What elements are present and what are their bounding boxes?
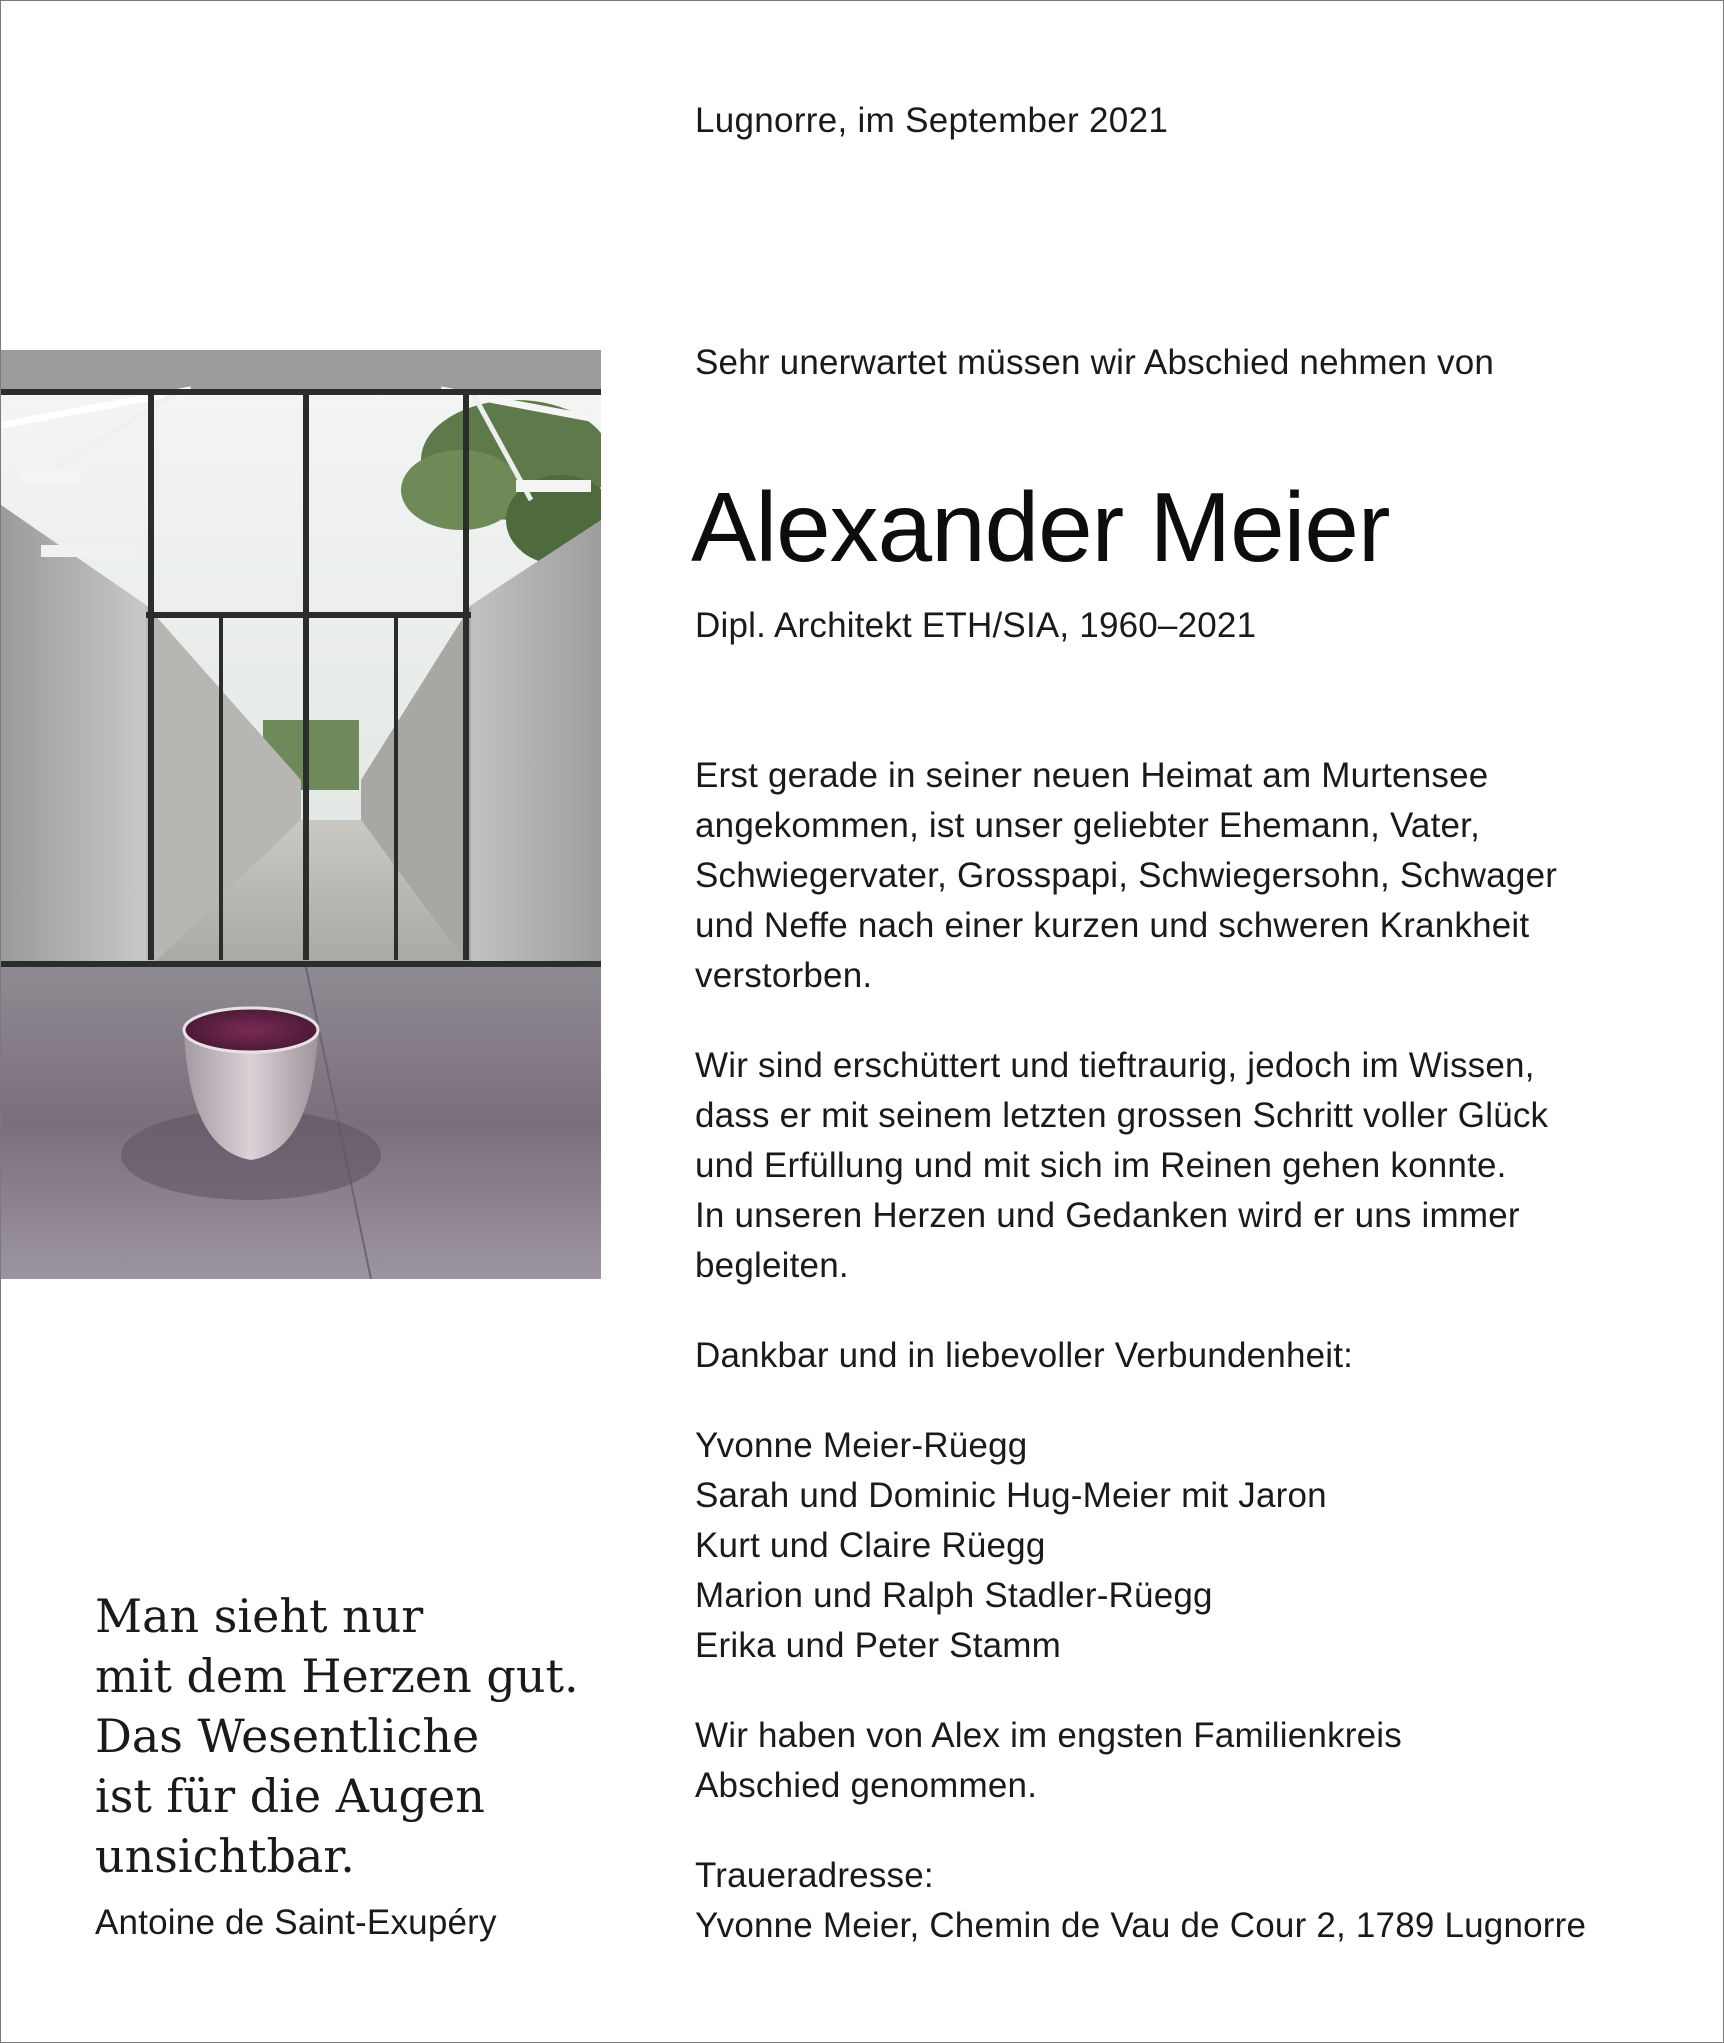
mourner-name: Marion und Ralph Stadler-Rüegg	[695, 1576, 1213, 1615]
mourner-name: Erika und Peter Stamm	[695, 1626, 1062, 1665]
quote-line: Das Wesentliche	[95, 1709, 480, 1763]
mourner-name: Yvonne Meier-Rüegg	[695, 1426, 1028, 1465]
farewell-line: Wir haben von Alex im engsten Familienkreis	[695, 1716, 1402, 1755]
paragraph-2	[695, 1041, 1548, 1291]
paragraph-2-line: begleiten.	[695, 1246, 849, 1285]
paragraph-1-line: Erst gerade in seiner neuen Heimat am Murtensee	[695, 756, 1489, 795]
profession-dates: Dipl. Architekt ETH/SIA, 1960–2021	[695, 606, 1257, 645]
mourner-name: Kurt und Claire Rüegg	[695, 1526, 1046, 1565]
quote	[95, 1586, 579, 1886]
quote-line: ist für die Augen	[95, 1769, 485, 1823]
mourning-address: Yvonne Meier, Chemin de Vau de Cour 2, 1789 Lugnorre	[695, 1906, 1587, 1945]
mourner-name: Sarah und Dominic Hug-Meier mit Jaron	[695, 1476, 1327, 1515]
paragraph-1-line: verstorben.	[695, 956, 873, 995]
quote-author: Antoine de Saint-Exupéry	[95, 1903, 497, 1942]
quote-line: unsichtbar.	[95, 1829, 355, 1883]
paragraph-2-line: In unseren Herzen und Gedanken wird er uns immer	[695, 1196, 1520, 1235]
paragraph-2-line: und Erfüllung und mit sich im Reinen gehen konnte.	[695, 1146, 1507, 1185]
memorial-photo	[1, 350, 601, 1279]
paragraph-1-line: und Neffe nach einer kurzen und schweren Krankheit	[695, 906, 1530, 945]
deceased-name: Alexander Meier	[691, 472, 1390, 582]
paragraph-2-line: dass er mit seinem letzten grossen Schritt voller Glück	[695, 1096, 1549, 1135]
mourners-list	[695, 1421, 1327, 1671]
quote-line: mit dem Herzen gut.	[95, 1649, 579, 1703]
place-date: Lugnorre, im September 2021	[695, 101, 1169, 140]
quote-line: Man sieht nur	[95, 1589, 424, 1643]
paragraph-1-line: Schwiegervater, Grosspapi, Schwiegersohn, Schwager	[695, 856, 1558, 895]
thanks-line: Dankbar und in liebevoller Verbundenheit:	[695, 1336, 1354, 1375]
intro-line: Sehr unerwartet müssen wir Abschied nehmen von	[695, 343, 1495, 382]
address-label: Traueradresse:	[695, 1856, 934, 1895]
paragraph-1-line: angekommen, ist unser geliebter Ehemann, Vater,	[695, 806, 1481, 845]
paragraph-2-line: Wir sind erschüttert und tieftraurig, jedoch im Wissen,	[695, 1046, 1535, 1085]
farewell-line: Abschied genommen.	[695, 1766, 1038, 1805]
farewell-note	[695, 1711, 1402, 1811]
paragraph-1	[695, 751, 1557, 1001]
